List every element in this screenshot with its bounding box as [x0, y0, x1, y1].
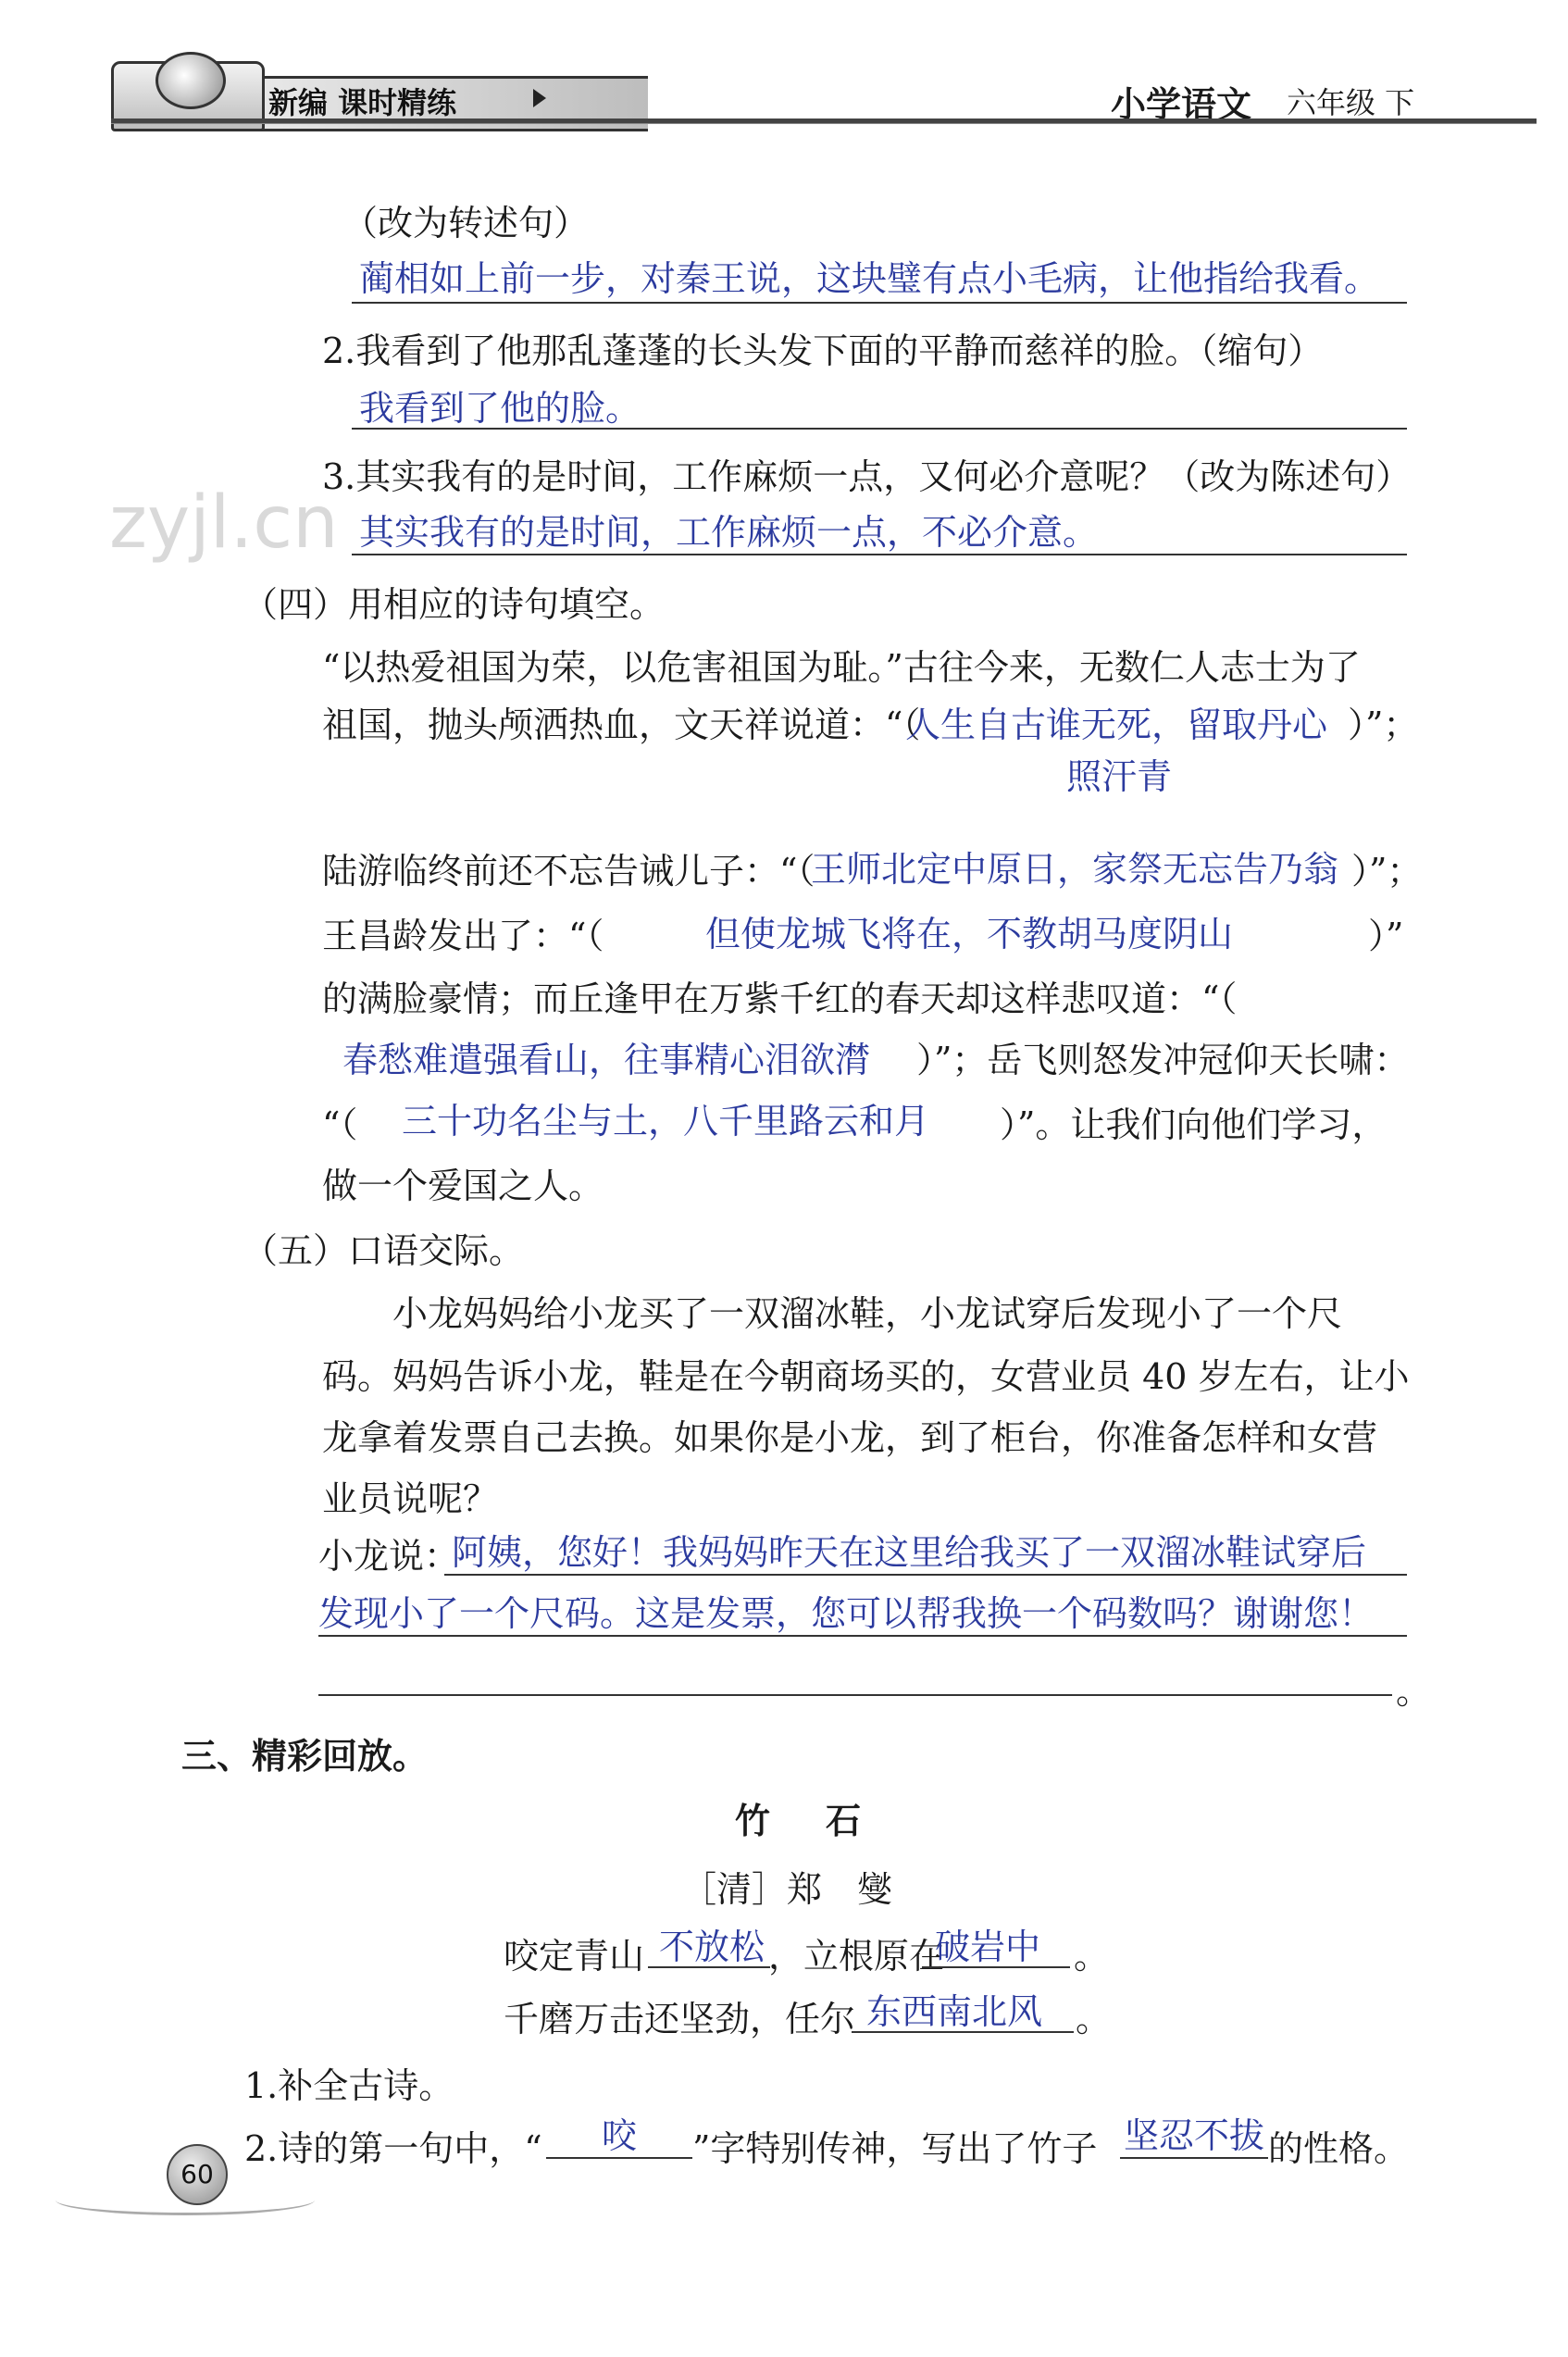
sec4-answer2: 王师北定中原日，家祭无忘告乃翁: [811, 849, 1339, 890]
sec4-answer3: 但使龙城飞将在，不教胡马度阴山: [705, 914, 1234, 954]
sec5-para-line3: 龙拿着发票自己去换。如果你是小龙，到了柜台，你准备怎样和女营: [322, 1417, 1378, 1458]
poem-answer2: 破岩中: [935, 1927, 1041, 1967]
header-rule: [111, 118, 1537, 124]
answer-line: [444, 1574, 1407, 1576]
answer-line: [352, 554, 1407, 555]
q2-text: 2.我看到了他那乱蓬蓬的长头发下面的平静而慈祥的脸。（缩句）: [322, 330, 1324, 371]
section3-title: 三、精彩回放。: [181, 1736, 429, 1777]
sec4-line2-pre: 祖国，抛头颅洒热血，文天祥说道：“（: [322, 705, 921, 745]
arrow-right-icon: [533, 89, 546, 107]
sec3-q2-answer1: 咬: [602, 2115, 638, 2156]
sec4-line4-pre: 王昌龄发出了：“（: [322, 916, 604, 956]
sec4-line7-post: ）”。让我们向他们学习，: [1000, 1104, 1388, 1145]
answer-line: [352, 302, 1407, 304]
poem-line2-a: 千磨万击还坚劲，任尔: [504, 1999, 856, 2039]
q3-answer: 其实我有的是时间，工作麻烦一点，不必介意。: [359, 512, 1099, 553]
poem-line2-end: 。: [1076, 1999, 1112, 2039]
poem-author: ［清］郑 燮: [681, 1869, 893, 1910]
sec4-line3-post: ）”；: [1351, 851, 1423, 892]
poem-title: 竹石: [735, 1801, 917, 1841]
section4-title: （四）用相应的诗句填空。: [243, 584, 666, 625]
sec4-answer4: 春愁难遣强看山，往事精心泪欲潸: [342, 1040, 871, 1080]
sec4-line8: 做一个爱国之人。: [322, 1166, 604, 1206]
watermark: zyjl.cn: [109, 481, 339, 565]
sec5-para-line1: 小龙妈妈给小龙买了一双溜冰鞋，小龙试穿后发现小了一个尺: [392, 1293, 1343, 1334]
sec5-label: 小龙说：: [318, 1536, 460, 1577]
answer-line: [352, 428, 1407, 430]
page-number-badge: [56, 2129, 333, 2222]
page-number-bubble: [167, 2144, 228, 2205]
sec5-answer-line2: 发现小了一个尺码。这是发票，您可以帮我换一个码数吗？谢谢您！: [318, 1593, 1375, 1634]
sec5-para-line4: 业员说呢？: [322, 1478, 499, 1519]
sec3-q1: 1.补全古诗。: [244, 2065, 454, 2106]
blank-line: [648, 1966, 770, 1968]
sec4-answer5: 三十功名尘与土，八千里路云和月: [402, 1101, 930, 1141]
sec4-line1: “以热爱祖国为荣，以危害祖国为耻。”古往今来，无数仁人志士为了: [322, 647, 1361, 688]
blank-line: [546, 2157, 692, 2159]
sec3-q2-answer2: 坚忍不拔: [1124, 2115, 1265, 2156]
poem-answer1: 不放松: [659, 1927, 765, 1967]
poem-line1-b: ，立根原在: [768, 1936, 945, 1977]
sec5-answer-line1: 阿姨，您好！我妈妈昨天在这里给我买了一双溜冰鞋试穿后: [452, 1532, 1367, 1573]
sec5-end-mark: 。: [1396, 1671, 1432, 1712]
grade-label: 六年级 下: [1287, 85, 1415, 120]
sec4-line5: 的满脸豪情；而丘逢甲在万紫千红的春天却这样悲叹道：“（: [322, 979, 1238, 1019]
q3-text: 3.其实我有的是时间，工作麻烦一点，又何必介意呢？（改为陈述句）: [322, 456, 1412, 497]
blank-line: [852, 2031, 1074, 2033]
page-number: 60: [180, 2159, 214, 2189]
blank-line: [922, 1966, 1070, 1968]
poem-line1-end: 。: [1074, 1936, 1110, 1977]
sec4-answer1: 人生自古谁无死，留取丹心: [905, 705, 1328, 745]
answer-line: [318, 1694, 1392, 1696]
poem-line1-a: 咬定青山: [504, 1936, 645, 1977]
sec4-answer1b: 照汗青: [1066, 756, 1173, 797]
subject-title: 小学语文: [1111, 84, 1252, 125]
sec3-q2-c: 的性格。: [1268, 2128, 1410, 2169]
sec4-line7-pre: “（: [322, 1104, 358, 1145]
section5-title: （五）口语交际。: [243, 1230, 525, 1271]
answer-text: 蔺相如上前一步，对秦王说，这块璧有点小毛病，让他指给我看。: [359, 258, 1380, 299]
answer-line: [318, 1635, 1407, 1637]
q-instruction: （改为转述句）: [342, 203, 590, 243]
sec4-line2-post: ）”；: [1348, 705, 1419, 745]
q2-answer: 我看到了他的脸。: [359, 388, 641, 429]
sec4-line4-post: ）”: [1368, 916, 1404, 956]
series-title: 新编 课时精练: [268, 85, 457, 120]
sec3-q2-b: ”字特别传神，写出了竹子: [692, 2128, 1098, 2169]
bear-mascot-icon: [156, 52, 226, 109]
blank-line: [1120, 2157, 1268, 2159]
sec5-para-line2: 码。妈妈告诉小龙，鞋是在今朝商场买的，女营业员 40 岁左右，让小: [322, 1356, 1410, 1397]
sec3-q2-a: 2.诗的第一句中，“: [244, 2128, 542, 2169]
poem-answer3: 东西南北风: [866, 1991, 1043, 2032]
sec4-line3-pre: 陆游临终前还不忘告诫儿子：“（: [322, 851, 815, 892]
sec4-line6-post: ）”；岳飞则怒发冲冠仰天长啸：: [916, 1040, 1410, 1080]
